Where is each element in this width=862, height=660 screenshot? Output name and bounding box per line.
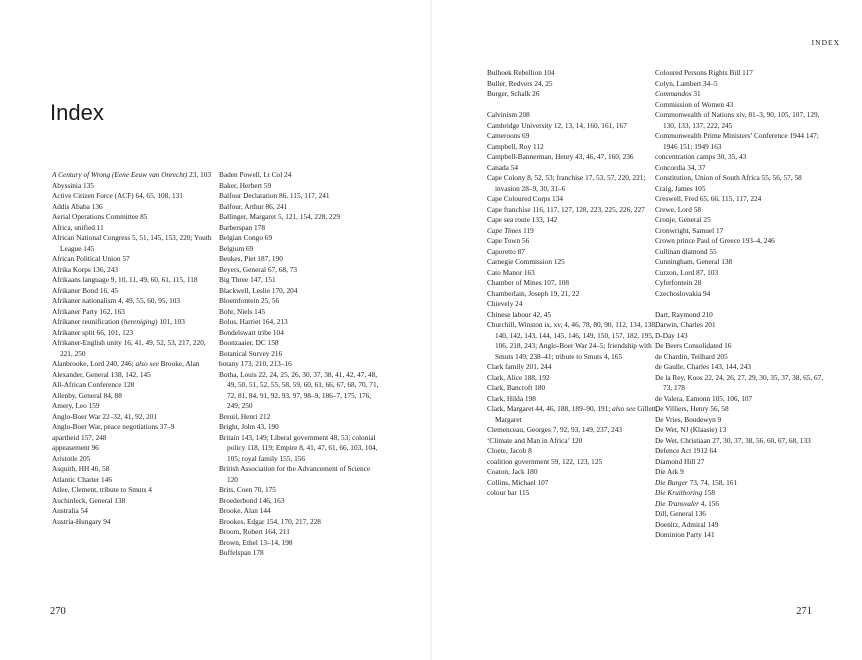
index-entry: Afrikaner Bond 16, 45 (52, 285, 119, 295)
index-entry: Balfour, Arthur 86, 241 (219, 201, 288, 211)
index-entry: de Valera, Eamonn 105, 106, 107 (655, 393, 753, 403)
index-entry: Britain 143, 149; Liberal government 48, 53; colonial policy 118, 119; Empire 8, 41, 47, 61, 66, 103, 104, 105; royal family 155, 156 (219, 432, 378, 463)
index-entry: Allenby, General 84, 88 (52, 390, 122, 400)
index-entry: Creswell, Fred 65, 66, 115, 117, 224 (655, 194, 762, 203)
index-entry: Defence Act 1912 64 (655, 446, 717, 455)
index-entry: Campbell, Roy 112 (487, 141, 544, 151)
index-entry: Brits, Coen 70, 175 (219, 485, 276, 494)
index-entry: Canada 54 (487, 162, 519, 172)
index-entry: Alexander, General 138, 142, 145 (52, 369, 151, 379)
index-entry: Anglo-Boer War, peace negotiations 37–9 (52, 422, 175, 431)
index-entry: Belgium 69 (219, 243, 254, 253)
index-entry: Cloete, Jacob 8 (487, 446, 532, 455)
index-entry: Coaton, Jack 180 (487, 467, 538, 476)
index-entry: Clark, Hilda 198 (487, 393, 536, 403)
index-entry: Afrikaner nationalism 4, 49, 55, 60, 95, 103 (52, 296, 181, 305)
index-entry: Africa, unified 11 (52, 222, 104, 232)
index-entry: Bloemfontein 25, 56 (219, 296, 280, 305)
index-entry: De Villiers, Henry 56, 58 (655, 404, 729, 413)
index-entry: De Wet, Christiaan 27, 30, 37, 38, 56, 60, 67, 68, 133 (655, 435, 811, 445)
index-entry: Cunningham, General 138 (655, 257, 733, 266)
index-entry: Amery, Leo 159 (52, 401, 100, 410)
index-entry: Clark family 201, 244 (487, 362, 552, 371)
index-column-left-1 (52, 170, 212, 527)
index-entry: De Wet, NJ (Klaasie) 13 (655, 425, 727, 434)
index-entry: appeasement 96 (52, 443, 99, 452)
index-entry: Boonzaaier, DC 158 (219, 338, 279, 347)
index-entry: Cape franchise 116, 117, 127, 128, 223, 225, 226, 227 (487, 204, 645, 214)
index-entry: Darwin, Charles 201 (655, 320, 716, 329)
index-entry: Afrikaner-English unity 16, 41, 49, 52, 53, 217, 220, 221, 250 (52, 338, 206, 358)
index-entry: De Vries, Boudewyn 9 (655, 414, 722, 424)
index-entry: Czechoslovakia 94 (655, 288, 711, 298)
index-entry: Chinese labour 42, 45 (487, 309, 552, 319)
index-entry: Clark, Alice 188, 192 (487, 372, 550, 382)
index-entry: Dominion Party 141 (655, 530, 715, 539)
index-entry: Bohr, Niels 145 (219, 306, 266, 316)
index-entry: Barberspan 178 (219, 222, 265, 232)
index-entry: Auchinleck, General 138 (52, 495, 126, 505)
index-entry: Afrikaner reunification (hereniging) 101, 103 (52, 317, 185, 326)
index-entry: Coloured Persons Rights Bill 117 (655, 68, 753, 77)
index-entry: Cato Manor 163 (487, 267, 535, 277)
index-entry: Commonwealth Prime Ministers’ Conference 1944 147; 1946 151; 1949 163 (655, 131, 819, 151)
index-entry: Austria-Hungary 94 (52, 516, 111, 526)
index-entry: Cronwright, Samuel 17 (655, 225, 724, 235)
index-entry: Clark, Bancroft 180 (487, 383, 546, 392)
index-entry: Burger, Schalk 26 (487, 89, 540, 98)
index-entry: African National Congress 5, 51, 145, 153, 220; Youth League 145 (52, 233, 212, 253)
index-entry: All-African Conference 128 (52, 380, 135, 389)
index-entry: Cape Coloured Corps 134 (487, 194, 564, 203)
index-entry: Big Three 147, 151 (219, 275, 276, 284)
index-entry: Aristotle 205 (52, 453, 91, 463)
index-entry: Beyers, General 67, 68, 73 (219, 264, 298, 274)
index-entry: Commandos 31 (655, 89, 701, 98)
index-entry: Cronje, General 25 (655, 215, 711, 224)
index-entry: Diamond Hill 27 (655, 456, 705, 466)
page-number-right: 271 (796, 606, 812, 617)
index-entry: Dart, Raymond 210 (655, 309, 713, 319)
index-entry: Cape Colony 8, 52, 53; franchise 17, 53, 57, 220, 221; invasion 28–9, 30, 31–6 (487, 173, 646, 193)
index-entry: coalition government 59, 122, 123, 125 (487, 456, 603, 466)
index-entry: Clemenceau, Georges 7, 92, 93, 149, 237, 243 (487, 425, 623, 434)
index-entry: Afrika Korps 136, 243 (52, 264, 119, 274)
index-section-gap (487, 100, 659, 111)
index-entry: Commission of Women 43 (655, 99, 734, 109)
index-entry: Cape Town 56 (487, 236, 530, 245)
index-entry: apartheid 157, 248 (52, 432, 107, 442)
index-entry: Australia 54 (52, 506, 88, 515)
index-entry: Blackwell, Leslie 170, 204 (219, 285, 298, 295)
index-entry: concentration camps 30, 35, 43 (655, 152, 747, 161)
index-entry: Cambridge University 12, 13, 14, 160, 161, 167 (487, 120, 627, 130)
index-entry: Baker, Herbert 59 (219, 180, 272, 190)
index-entry: Cameroons 69 (487, 131, 530, 140)
index-entry: Addis Ababa 136 (52, 201, 103, 211)
index-entry: Atlee, Clement, tribute to Smuts 4 (52, 485, 152, 494)
index-entry: Baden Powell, Lt Col 24 (219, 170, 292, 179)
index-entry: Dill, General 136 (655, 509, 706, 518)
index-entry: De la Rey, Koos 22, 24, 26, 27, 29, 30, 35, 37, 38, 65, 67, 73, 178 (655, 372, 824, 392)
index-entry: A Century of Wrong (Eene Eeuw van Onrecht) 23, 103 (52, 170, 212, 179)
index-entry: Die Kruithoring 158 (655, 488, 716, 497)
index-entry: Ballinger, Margaret 5, 121, 154, 228, 229 (219, 212, 340, 221)
index-column-left-2 (219, 170, 381, 559)
index-entry: Broederbond 146, 163 (219, 495, 285, 505)
index-entry: Belgian Congo 69 (219, 233, 273, 242)
index-entry: Colyn, Lambert 34–5 (655, 78, 718, 88)
index-entry: Churchill, Winston ix, xv, 4, 46, 78, 80, 90, 112, 134, 138, 140, 142, 143, 144, 145, 146, 149, 150, 157, 182, 195, 106, 218, 243; Anglo-Boer War 24–5; friendship with Smuts 149, 238–41; tribute to Smuts 4, 165 (487, 320, 657, 361)
index-entry: Cape Times 119 (487, 225, 534, 235)
index-entry: Craig, James 105 (655, 183, 706, 193)
index-entry: Doenitz, Admiral 149 (655, 519, 719, 529)
index-entry: Die Ark 9 (655, 467, 684, 476)
index-column-right-1 (487, 68, 659, 499)
index-entry: Atlantic Charter 146 (52, 474, 112, 484)
index-entry: Commonwealth of Nations xiv, 81–3, 90, 105, 107, 129, 130, 133, 137, 222, 245 (655, 110, 820, 130)
index-entry: Crewe, Lord 58 (655, 204, 701, 214)
running-head: INDEX (811, 38, 840, 47)
index-entry: Chamber of Mines 107, 108 (487, 278, 570, 287)
index-entry: Brown, Ethel 13–14, 198 (219, 537, 293, 547)
index-entry: Campbell-Bannerman, Henry 43, 46, 47, 160, 236 (487, 152, 634, 161)
index-entry: Abyssinia 135 (52, 180, 94, 190)
index-entry: colour bar 115 (487, 488, 530, 497)
index-entry: Cape sea route 133, 142 (487, 215, 558, 224)
index-column-right-2 (655, 68, 827, 541)
index-entry: ‘Climate and Man in Africa’ 120 (487, 435, 583, 445)
index-entry: Afrikaans language 9, 10, 11, 49, 60, 61, 115, 118 (52, 275, 198, 284)
index-entry: Calvinism 208 (487, 110, 530, 119)
index-entry: Chamberlain, Joseph 19, 21, 22 (487, 288, 580, 298)
index-entry: Buffelspan 178 (219, 548, 264, 557)
index-entry: Bulhoek Rebellion 104 (487, 68, 555, 77)
index-entry: Bolus, Harriet 164, 213 (219, 317, 288, 326)
index-entry: De Beers Consolidated 16 (655, 341, 732, 350)
index-entry: Buller, Redvers 24, 25 (487, 78, 553, 88)
index-entry: British Association for the Advancement of Science 120 (219, 464, 371, 484)
index-entry: de Chardin, Teilhard 205 (655, 351, 728, 361)
index-entry: Breuil, Henri 212 (219, 411, 271, 421)
index-entry: Bright, John 43, 190 (219, 422, 279, 431)
page-number-left: 270 (50, 606, 66, 617)
index-entry: Die Transvaler 4, 156 (655, 498, 720, 508)
index-entry: Curzon, Lord 87, 103 (655, 267, 719, 277)
index-entry: Cyferfontein 28 (655, 278, 702, 287)
index-entry: Brookes, Edgar 154, 170, 217, 228 (219, 516, 321, 526)
index-entry: Crown prince Paul of Greece 193–4, 246 (655, 236, 775, 245)
index-entry: Aerial Operations Committee 85 (52, 212, 148, 221)
index-entry: Broom, Robert 164, 211 (219, 527, 290, 536)
index-entry: Afrikaner Party 162, 163 (52, 306, 125, 316)
index-entry: Bondelswart tribe 104 (219, 327, 284, 337)
index-entry: African Political Union 57 (52, 254, 130, 263)
index-entry: Anglo-Boer War 22–32, 41, 92, 201 (52, 411, 158, 421)
index-entry: Constitution, Union of South Africa 55, 56, 57, 58 (655, 173, 802, 182)
index-entry: Caporetto 87 (487, 246, 525, 256)
right-page (431, 0, 862, 660)
index-entry: Active Citizen Force (ACF) 64, 65, 108, 131 (52, 191, 183, 200)
index-entry: D-Day 143 (655, 330, 688, 340)
index-entry: Beukes, Piet 187, 190 (219, 254, 283, 263)
index-entry: Clark, Margaret 44, 46, 188, 189–90, 191; also see Gillett, Margaret (487, 404, 658, 424)
index-entry: Cullinan diamond 55 (655, 246, 717, 256)
index-entry: Afrikaner split 66, 101, 123 (52, 327, 134, 337)
index-entry: Brooke, Alan 144 (219, 506, 271, 515)
index-entry: Asquith, HH 46, 58 (52, 464, 110, 473)
index-entry: Carnegie Commission 125 (487, 257, 565, 266)
index-entry: Alanbrooke, Lord 240, 246; also see Brooke, Alan (52, 359, 200, 368)
index-entry: Balfour Declaration 86, 115, 117, 241 (219, 191, 330, 200)
page-title: Index (50, 100, 104, 125)
index-entry: Die Burger 73, 74, 158, 161 (655, 477, 738, 487)
index-entry: Chievely 24 (487, 299, 523, 308)
index-section-gap (655, 299, 827, 310)
index-entry: botany 173, 210, 213–16 (219, 359, 292, 368)
index-entry: de Gaulle, Charles 143, 144, 243 (655, 362, 752, 371)
index-entry: Botha, Louis 22, 24, 25, 26, 30, 37, 38, 41, 42, 47, 48, 49, 50, 51, 52, 55, 58, 59, 60, 61, 66, 67, 68, 70, 71, 72, 81, 84, 91, 92, 93, 97, 98–9, 186–7, 175, 176, 249, 250 (219, 369, 379, 410)
index-entry: Collins, Michael 107 (487, 477, 549, 487)
index-entry: Concordia 34, 37 (655, 162, 706, 172)
index-entry: Botanical Survey 216 (219, 348, 283, 358)
